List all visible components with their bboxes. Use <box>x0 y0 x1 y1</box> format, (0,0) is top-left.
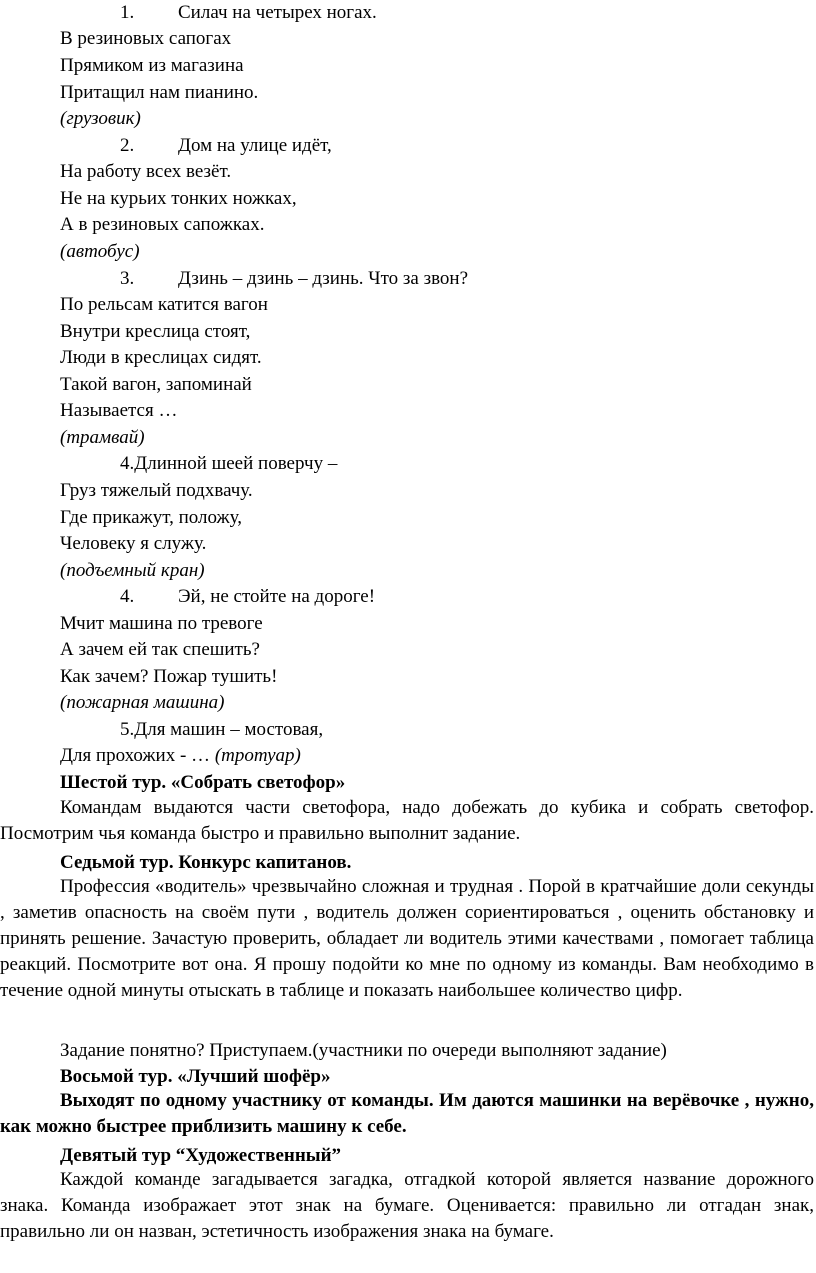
riddle-4-line-1: Груз тяжелый подхвачу. <box>60 480 253 501</box>
riddle-2-answer: (автобус) <box>60 241 140 262</box>
riddle-3-answer: (трамвай) <box>60 427 145 448</box>
riddle-3-number: 3. <box>120 268 135 289</box>
riddle-1-line-1: В резиновых сапогах <box>60 28 232 49</box>
riddle-2-line-2: Не на курьих тонких ножках, <box>60 188 297 209</box>
riddle-5-number: 4. <box>120 586 135 607</box>
riddle-1-line-2: Прямиком из магазина <box>60 55 244 76</box>
round-6-heading: Шестой тур. «Собрать светофор» <box>60 772 346 793</box>
riddle-4-line-3: Человеку я служу. <box>60 533 207 554</box>
riddle-5-line-2: А зачем ей так спешить? <box>60 639 260 660</box>
riddle-2-number: 2. <box>120 135 135 156</box>
riddle-2-first-line: 2. Дом на улице идёт, <box>120 135 332 156</box>
riddle-4-line-2: Где прикажут, положу, <box>60 507 243 528</box>
riddle-3-line-3: Люди в креслицах сидят. <box>60 347 262 368</box>
riddle-1-first-line: 1. Силач на четырех ногах. <box>120 2 377 23</box>
round-8-heading: Восьмой тур. «Лучший шофёр» <box>60 1066 331 1087</box>
riddle-3-line-2: Внутри креслица стоят, <box>60 321 251 342</box>
riddle-5-line-1: Мчит машина по тревоге <box>60 613 263 634</box>
riddle-2-line-3: А в резиновых сапожках. <box>60 214 265 235</box>
riddle-2-line-1: На работу всех везёт. <box>60 161 232 182</box>
riddle-6-last-line: Для прохожих - … (тротуар) <box>60 745 301 766</box>
round-7-text: Профессия «водитель» чрезвычайно сложная и трудная . Порой в кратчайшие доли секунды , заметив опасность на своём пути , водитель должен сориентироваться , оценить обстановку и принять решение. Зачастую проверить, обладает ли водитель этими качествами , помогает таблица реакций. Посмотрите вот она. Я прошу подойти ко мне по одному из команды. Вам необходимо в течение одной минуты отыскать в таблице и показать наибольшее количество цифр. <box>0 876 814 1001</box>
riddle-3-line-5: Называется … <box>60 400 178 421</box>
riddle-1-number: 1. <box>120 2 135 23</box>
round-9-text: Каждой команде загадывается загадка, отгадкой которой является название дорожного знака. Команда изображает этот знак на бумаге. Оценивается: правильно ли отгадан знак, правильно ли он назван, эстетичность изображения знака на бумаге. <box>0 1169 814 1242</box>
riddle-1-answer: (грузовик) <box>60 108 141 129</box>
riddle-5-first-line: 4. Эй, не стойте на дороге! <box>120 586 376 607</box>
riddle-3-line-4: Такой вагон, запоминай <box>60 374 252 395</box>
riddle-5-answer: (пожарная машина) <box>60 692 225 713</box>
riddle-3-line-1: По рельсам катится вагон <box>60 294 268 315</box>
round-8-text: Выходят по одному участнику от команды. Им даются машинки на верёвочке , нужно, как можно быстрее приблизить машину к себе. <box>0 1090 814 1137</box>
riddle-3-first-line: 3. Дзинь – дзинь – дзинь. Что за звон? <box>120 268 469 289</box>
riddle-6-answer: (тротуар) <box>214 745 301 766</box>
round-6-text: Командам выдаются части светофора, надо добежать до кубика и собрать светофор. Посмотрим чья команда быстро и правильно выполнит задание. <box>0 797 814 844</box>
riddle-6-first-line: 5.Для машин – мостовая, <box>120 719 324 740</box>
riddle-4-first-line: 4.Длинной шеей поверчу – <box>120 453 338 474</box>
riddle-4-answer: (подъемный кран) <box>60 560 205 581</box>
riddle-5-line-3: Как зачем? Пожар тушить! <box>60 666 278 687</box>
round-9-heading: Девятый тур “Художественный” <box>60 1145 342 1166</box>
riddle-1-line-3: Притащил нам пианино. <box>60 82 259 103</box>
round-7-heading: Седьмой тур. Конкурс капитанов. <box>60 852 352 873</box>
round-7-text-2: Задание понятно? Приступаем.(участники по очереди выполняют задание) <box>60 1040 667 1061</box>
